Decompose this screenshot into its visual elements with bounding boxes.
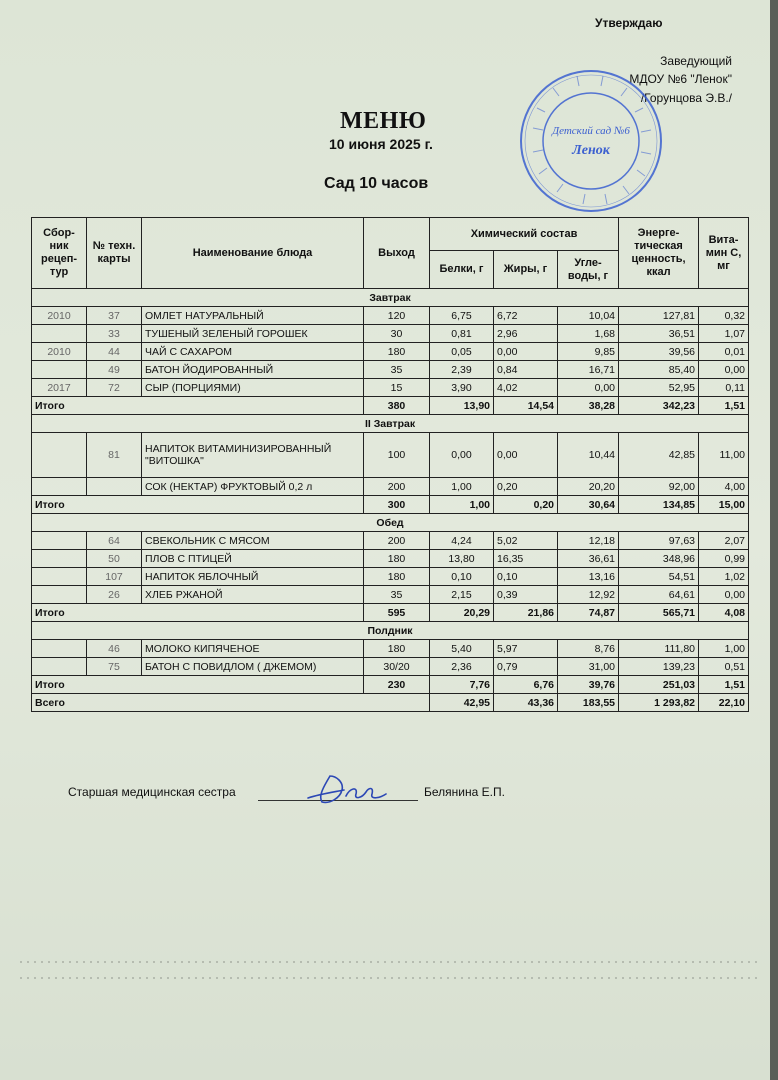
- cell-collection: [32, 550, 87, 568]
- cell-collection: [32, 640, 87, 658]
- cell-collection: [32, 568, 87, 586]
- cell-protein: 7,76: [430, 676, 494, 694]
- cell-carbs: 183,55: [558, 694, 619, 712]
- col-header-chem: Химический состав: [430, 218, 619, 251]
- cell-energy: 36,51: [619, 325, 699, 343]
- cell-carbs: 74,87: [558, 604, 619, 622]
- cell-vitamin: 0,01: [699, 343, 749, 361]
- cell-vitamin: 2,07: [699, 532, 749, 550]
- cell-energy: 85,40: [619, 361, 699, 379]
- cell-dish: СОК (НЕКТАР) ФРУКТОВЫЙ 0,2 л: [142, 478, 364, 496]
- col-header-energy: Энерге-тическая ценность, ккал: [619, 218, 699, 289]
- section-snack: Полдник: [32, 622, 749, 640]
- cell-protein: 0,00: [430, 433, 494, 478]
- grand-total-row: [32, 694, 749, 712]
- cell-total-label: Итого: [32, 496, 364, 514]
- cell-vitamin: 1,51: [699, 397, 749, 415]
- cell-vitamin: 1,07: [699, 325, 749, 343]
- cell-vitamin: 1,51: [699, 676, 749, 694]
- table-row: [32, 433, 749, 478]
- cell-yield: 300: [364, 496, 430, 514]
- cell-energy: 127,81: [619, 307, 699, 325]
- cell-total-label: Итого: [32, 604, 364, 622]
- cell-dish: НАПИТОК ЯБЛОЧНЫЙ: [142, 568, 364, 586]
- cell-energy: 52,95: [619, 379, 699, 397]
- cell-yield: 35: [364, 361, 430, 379]
- col-header-protein: Белки, г: [430, 251, 494, 289]
- cell-vitamin: 1,02: [699, 568, 749, 586]
- cell-fat: 0,00: [494, 343, 558, 361]
- col-header-yield: Выход: [364, 218, 430, 289]
- col-header-card: № техн. карты: [87, 218, 142, 289]
- cell-carbs: 10,04: [558, 307, 619, 325]
- cell-protein: 0,05: [430, 343, 494, 361]
- cell-energy: 64,61: [619, 586, 699, 604]
- cell-card: 64: [87, 532, 142, 550]
- cell-vitamin: 4,00: [699, 478, 749, 496]
- cell-yield: 35: [364, 586, 430, 604]
- signer-name: Белянина Е.П.: [424, 785, 505, 799]
- cell-card: 49: [87, 361, 142, 379]
- cell-carbs: 10,44: [558, 433, 619, 478]
- cell-card: 75: [87, 658, 142, 676]
- cell-yield: 595: [364, 604, 430, 622]
- cell-card: 72: [87, 379, 142, 397]
- cell-collection: [32, 586, 87, 604]
- table-row: [32, 550, 749, 568]
- cell-dish: ЧАЙ С САХАРОМ: [142, 343, 364, 361]
- cell-energy: 348,96: [619, 550, 699, 568]
- cell-protein: 42,95: [430, 694, 494, 712]
- cell-dish: ТУШЕНЫЙ ЗЕЛЕНЫЙ ГОРОШЕК: [142, 325, 364, 343]
- cell-protein: 0,10: [430, 568, 494, 586]
- cell-vitamin: 0,11: [699, 379, 749, 397]
- cell-dish: ПЛОВ С ПТИЦЕЙ: [142, 550, 364, 568]
- cell-collection: [32, 325, 87, 343]
- cell-dish: СЫР (ПОРЦИЯМИ): [142, 379, 364, 397]
- cell-protein: 20,29: [430, 604, 494, 622]
- cell-vitamin: 0,32: [699, 307, 749, 325]
- cell-carbs: 1,68: [558, 325, 619, 343]
- cell-carbs: 13,16: [558, 568, 619, 586]
- cell-vitamin: 0,51: [699, 658, 749, 676]
- cell-protein: 6,75: [430, 307, 494, 325]
- cell-yield: 100: [364, 433, 430, 478]
- cell-card: 44: [87, 343, 142, 361]
- cell-dish: ОМЛЕТ НАТУРАЛЬНЫЙ: [142, 307, 364, 325]
- table-row: [32, 361, 749, 379]
- cell-card: [87, 478, 142, 496]
- cell-collection: 2017: [32, 379, 87, 397]
- document-date: 10 июня 2025 г.: [329, 136, 433, 152]
- cell-carbs: 20,20: [558, 478, 619, 496]
- cell-collection: [32, 433, 87, 478]
- section-row: [32, 514, 749, 532]
- cell-fat: 0,79: [494, 658, 558, 676]
- cell-yield: 120: [364, 307, 430, 325]
- cell-dish: БАТОН С ПОВИДЛОМ ( ДЖЕМОМ): [142, 658, 364, 676]
- handwritten-signature: [300, 768, 390, 808]
- cell-collection: [32, 478, 87, 496]
- cell-card: 26: [87, 586, 142, 604]
- cell-energy: 42,85: [619, 433, 699, 478]
- cell-energy: 92,00: [619, 478, 699, 496]
- cell-carbs: 16,71: [558, 361, 619, 379]
- cell-fat: 14,54: [494, 397, 558, 415]
- cell-protein: 0,81: [430, 325, 494, 343]
- cell-fat: 0,10: [494, 568, 558, 586]
- cell-protein: 1,00: [430, 478, 494, 496]
- section-lunch: Обед: [32, 514, 749, 532]
- section-row: [32, 622, 749, 640]
- table-row: [32, 532, 749, 550]
- cell-vitamin: 0,00: [699, 361, 749, 379]
- cell-fat: 0,20: [494, 478, 558, 496]
- section-breakfast: Завтрак: [32, 289, 749, 307]
- cell-dish: МОЛОКО КИПЯЧЕНОЕ: [142, 640, 364, 658]
- cell-energy: 97,63: [619, 532, 699, 550]
- cell-energy: 111,80: [619, 640, 699, 658]
- cell-vitamin: 15,00: [699, 496, 749, 514]
- cell-carbs: 12,18: [558, 532, 619, 550]
- cell-fat: 16,35: [494, 550, 558, 568]
- cell-fat: 43,36: [494, 694, 558, 712]
- head-name: /Горунцова Э.В./: [640, 91, 732, 105]
- cell-yield: 380: [364, 397, 430, 415]
- cell-carbs: 30,64: [558, 496, 619, 514]
- cell-total-label: Итого: [32, 676, 364, 694]
- cell-carbs: 0,00: [558, 379, 619, 397]
- cell-carbs: 12,92: [558, 586, 619, 604]
- table-header-row: [32, 218, 749, 251]
- cell-card: 50: [87, 550, 142, 568]
- table-row: [32, 568, 749, 586]
- section-row: [32, 415, 749, 433]
- cell-yield: 230: [364, 676, 430, 694]
- cell-carbs: 36,61: [558, 550, 619, 568]
- cell-vitamin: 11,00: [699, 433, 749, 478]
- cell-energy: 1 293,82: [619, 694, 699, 712]
- document-title: МЕНЮ: [340, 108, 427, 134]
- cell-fat: 5,02: [494, 532, 558, 550]
- cell-carbs: 8,76: [558, 640, 619, 658]
- col-header-fat: Жиры, г: [494, 251, 558, 289]
- cell-carbs: 31,00: [558, 658, 619, 676]
- cell-collection: [32, 361, 87, 379]
- cell-yield: 180: [364, 640, 430, 658]
- table-row: [32, 640, 749, 658]
- table-row: [32, 586, 749, 604]
- cell-total-label: Итого: [32, 397, 364, 415]
- stamp-text-2: Ленок: [572, 143, 610, 158]
- total-row: [32, 676, 749, 694]
- round-seal-stamp: [517, 68, 665, 214]
- cell-energy: 134,85: [619, 496, 699, 514]
- cell-energy: 342,23: [619, 397, 699, 415]
- cell-protein: 4,24: [430, 532, 494, 550]
- table-row: [32, 343, 749, 361]
- cell-card: 37: [87, 307, 142, 325]
- table-row: [32, 307, 749, 325]
- cell-grand-total-label: Всего: [32, 694, 430, 712]
- cell-dish: ХЛЕБ РЖАНОЙ: [142, 586, 364, 604]
- head-position: Заведующий: [660, 54, 732, 68]
- total-row: [32, 496, 749, 514]
- cell-dish: БАТОН ЙОДИРОВАННЫЙ: [142, 361, 364, 379]
- cell-protein: 2,39: [430, 361, 494, 379]
- col-header-collection: Сбор-ник рецеп-тур: [32, 218, 87, 289]
- stamp-text-1: Детский сад №6: [552, 125, 630, 137]
- cell-protein: 1,00: [430, 496, 494, 514]
- cell-vitamin: 4,08: [699, 604, 749, 622]
- cell-energy: 39,56: [619, 343, 699, 361]
- table-row: [32, 478, 749, 496]
- col-header-dish: Наименование блюда: [142, 218, 364, 289]
- cell-protein: 2,36: [430, 658, 494, 676]
- cell-fat: 5,97: [494, 640, 558, 658]
- document-subtitle: Сад 10 часов: [324, 175, 429, 192]
- cell-energy: 251,03: [619, 676, 699, 694]
- cell-vitamin: 0,99: [699, 550, 749, 568]
- cell-yield: 30: [364, 325, 430, 343]
- cell-fat: 0,84: [494, 361, 558, 379]
- print-artifact: [20, 948, 760, 988]
- table-row: [32, 379, 749, 397]
- table-row: [32, 325, 749, 343]
- cell-yield: 180: [364, 343, 430, 361]
- cell-energy: 139,23: [619, 658, 699, 676]
- cell-fat: 4,02: [494, 379, 558, 397]
- cell-protein: 3,90: [430, 379, 494, 397]
- approve-label: Утверждаю: [595, 16, 663, 30]
- cell-collection: [32, 532, 87, 550]
- cell-fat: 2,96: [494, 325, 558, 343]
- cell-card: 107: [87, 568, 142, 586]
- cell-vitamin: 22,10: [699, 694, 749, 712]
- col-header-vitamin: Вита-мин С, мг: [699, 218, 749, 289]
- cell-vitamin: 0,00: [699, 586, 749, 604]
- signer-role: Старшая медицинская сестра: [68, 785, 236, 799]
- cell-protein: 13,80: [430, 550, 494, 568]
- total-row: [32, 604, 749, 622]
- cell-collection: [32, 658, 87, 676]
- head-organization: МДОУ №6 "Ленок": [629, 72, 732, 86]
- cell-fat: 0,20: [494, 496, 558, 514]
- cell-dish: НАПИТОК ВИТАМИНИЗИРОВАННЫЙ "ВИТОШКА": [142, 433, 364, 478]
- cell-energy: 54,51: [619, 568, 699, 586]
- cell-dish: СВЕКОЛЬНИК С МЯСОМ: [142, 532, 364, 550]
- cell-carbs: 9,85: [558, 343, 619, 361]
- cell-vitamin: 1,00: [699, 640, 749, 658]
- cell-carbs: 39,76: [558, 676, 619, 694]
- cell-card: 81: [87, 433, 142, 478]
- cell-protein: 13,90: [430, 397, 494, 415]
- cell-fat: 0,00: [494, 433, 558, 478]
- cell-collection: 2010: [32, 307, 87, 325]
- menu-table: [31, 217, 749, 712]
- cell-fat: 0,39: [494, 586, 558, 604]
- section-row: [32, 289, 749, 307]
- cell-card: 46: [87, 640, 142, 658]
- total-row: [32, 397, 749, 415]
- cell-fat: 21,86: [494, 604, 558, 622]
- cell-fat: 6,72: [494, 307, 558, 325]
- cell-protein: 5,40: [430, 640, 494, 658]
- section-second-breakfast: II Завтрак: [32, 415, 749, 433]
- table-row: [32, 658, 749, 676]
- cell-fat: 6,76: [494, 676, 558, 694]
- cell-yield: 200: [364, 532, 430, 550]
- cell-yield: 15: [364, 379, 430, 397]
- cell-yield: 180: [364, 550, 430, 568]
- cell-yield: 180: [364, 568, 430, 586]
- cell-collection: 2010: [32, 343, 87, 361]
- cell-yield: 200: [364, 478, 430, 496]
- cell-carbs: 38,28: [558, 397, 619, 415]
- cell-card: 33: [87, 325, 142, 343]
- cell-yield: 30/20: [364, 658, 430, 676]
- col-header-carbs: Угле-воды, г: [558, 251, 619, 289]
- cell-energy: 565,71: [619, 604, 699, 622]
- cell-protein: 2,15: [430, 586, 494, 604]
